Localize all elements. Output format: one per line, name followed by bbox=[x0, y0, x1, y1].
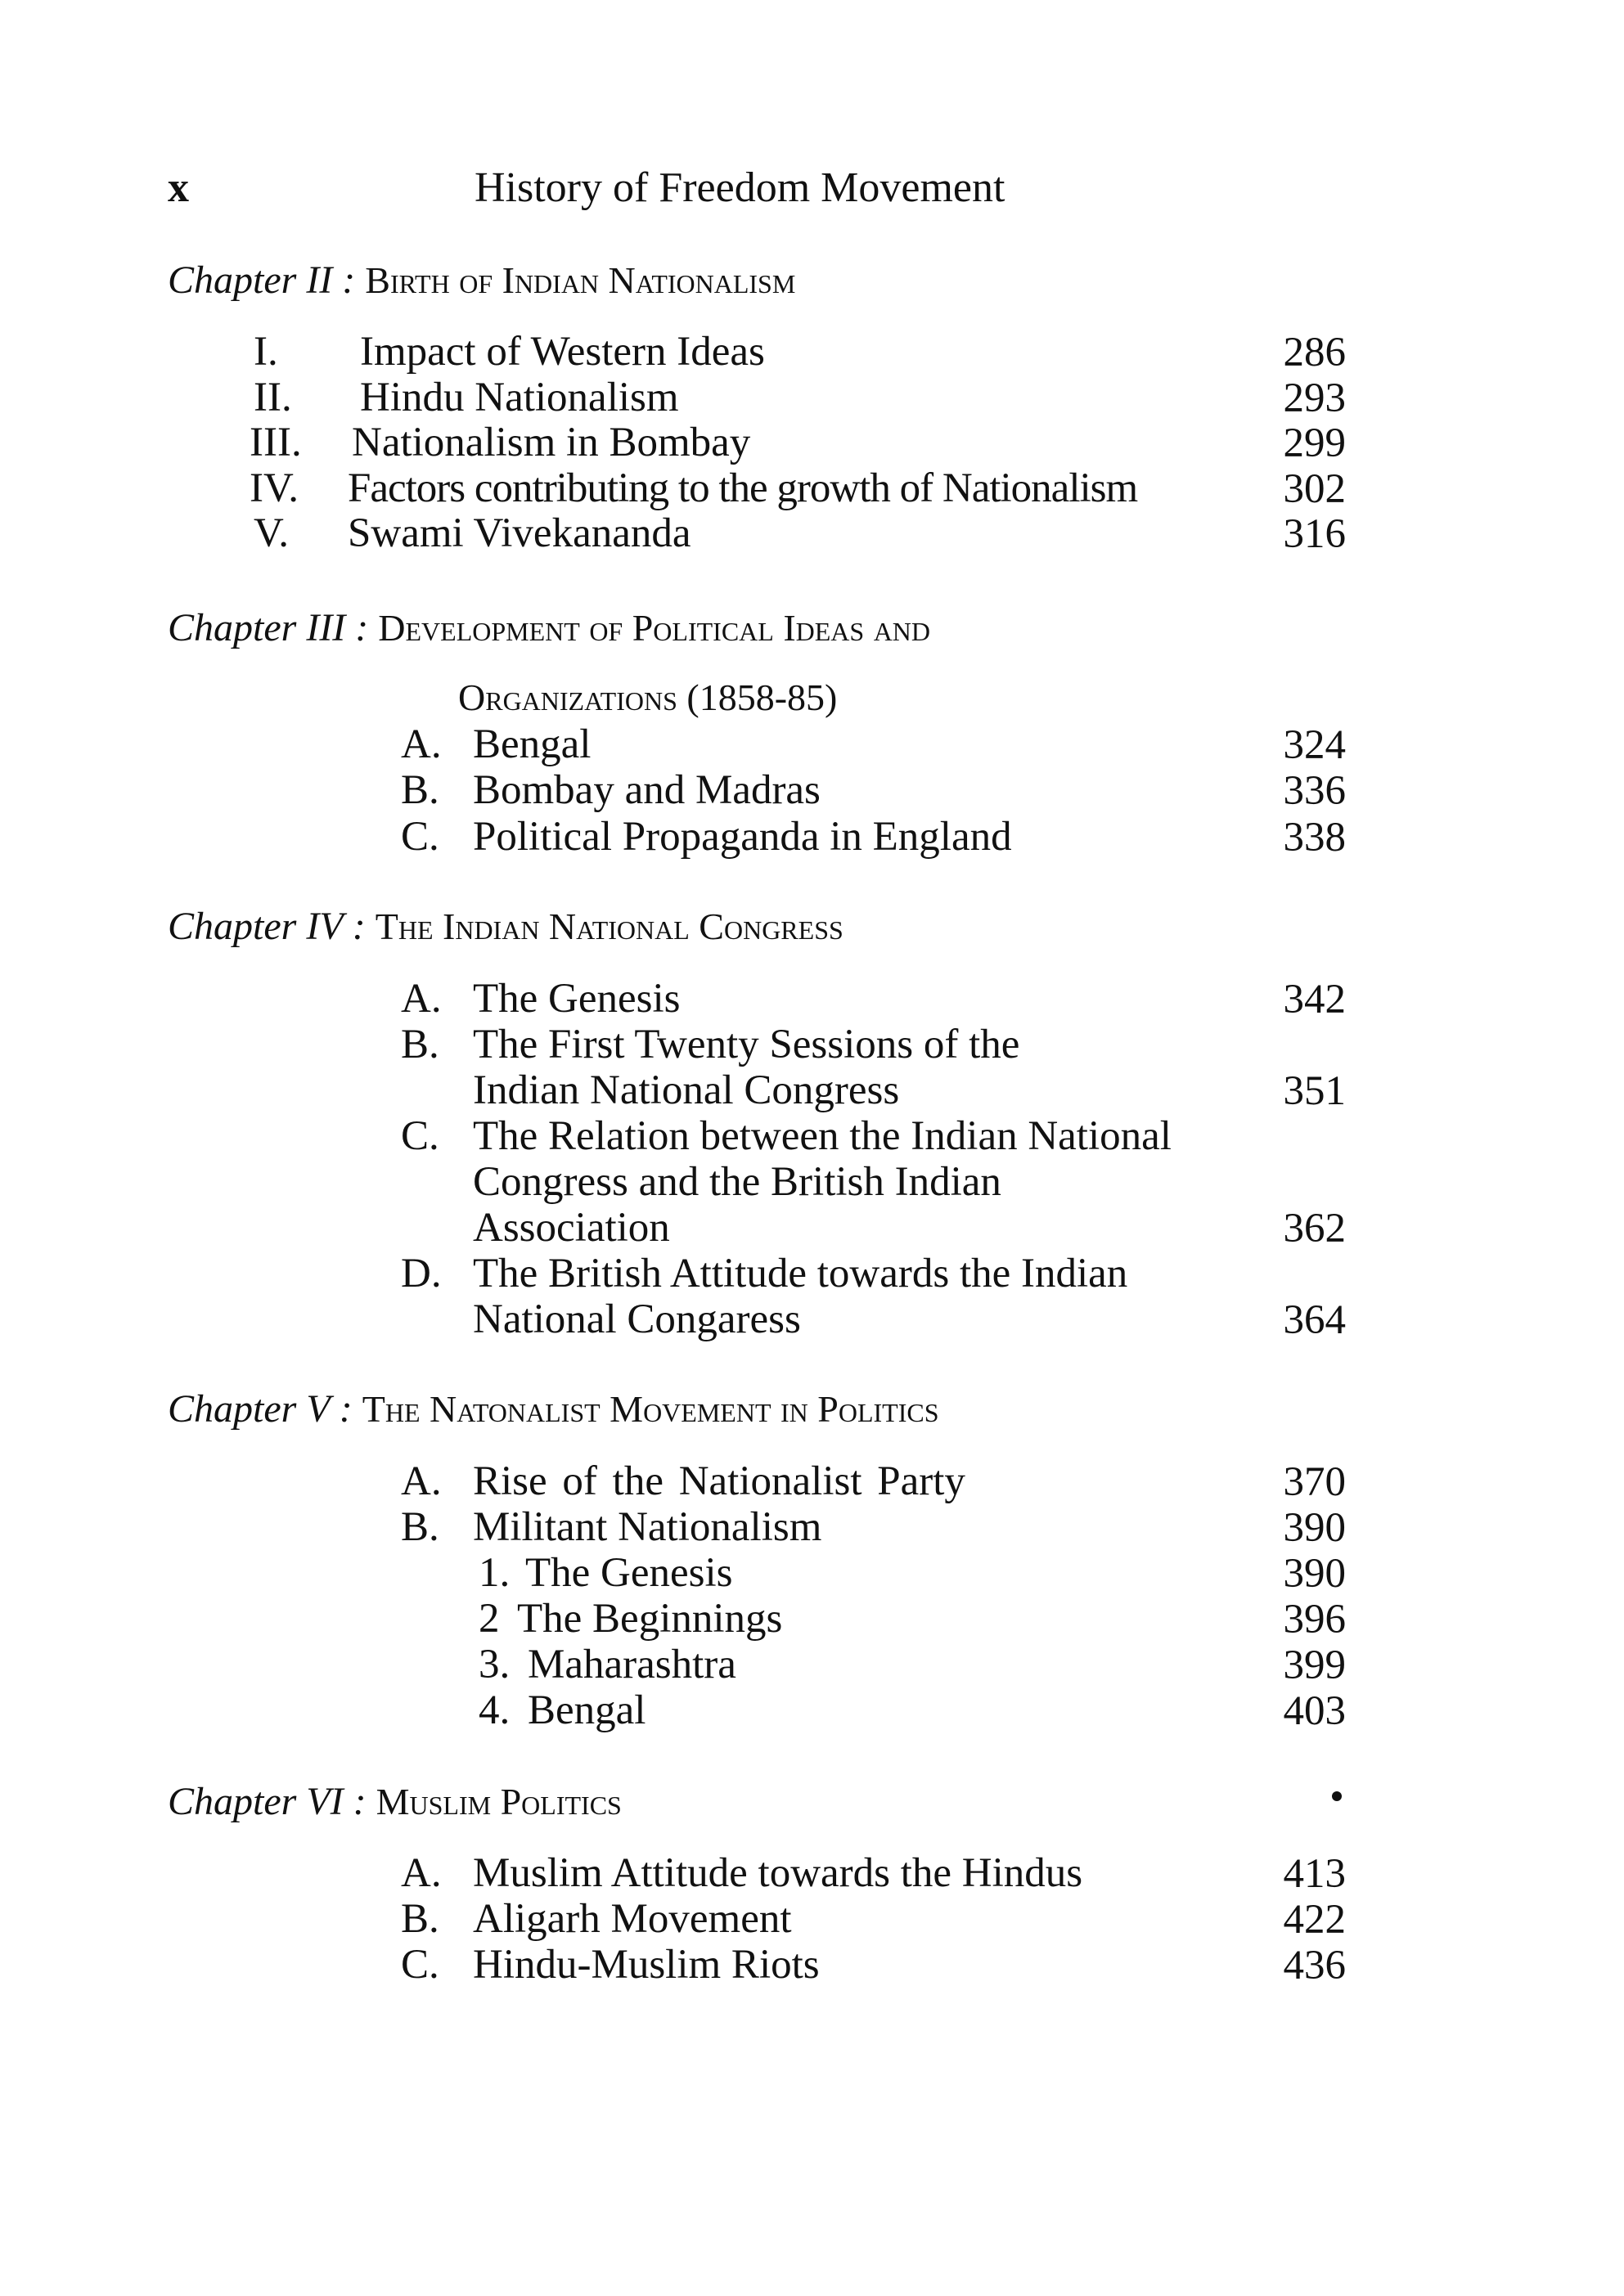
toc-entry-marker: IV. bbox=[250, 465, 299, 511]
toc-entry-page: 413 bbox=[1283, 1851, 1346, 1897]
toc-entry-marker: B. bbox=[401, 767, 439, 813]
toc-entry-text: Muslim Attitude towards the Hindus bbox=[473, 1850, 1083, 1896]
toc-entry-text-line: National Congaress bbox=[473, 1296, 801, 1342]
chapter-label: Chapter IV : bbox=[168, 905, 366, 948]
chapter-title-continued bbox=[458, 675, 837, 720]
toc-entry-marker: A. bbox=[401, 721, 442, 767]
toc-entry-marker: 4. bbox=[479, 1687, 511, 1733]
toc-entry-text: The Genesis bbox=[525, 1550, 733, 1596]
toc-entry-marker: C. bbox=[401, 1113, 439, 1159]
toc-entry-page: 336 bbox=[1283, 768, 1346, 814]
toc-entry-text: Factors contributing to the growth of Nationalism bbox=[348, 465, 1138, 511]
toc-entry-text: The Beginnings bbox=[517, 1596, 783, 1642]
toc-entry-page: 286 bbox=[1283, 330, 1346, 375]
chapter-heading bbox=[168, 605, 930, 650]
toc-entry-page: 293 bbox=[1283, 375, 1346, 421]
toc-entry-marker: III. bbox=[250, 420, 302, 465]
toc-entry-text: Hindu Nationalism bbox=[360, 375, 679, 420]
running-head: History of Freedom Movement bbox=[475, 164, 1005, 211]
toc-entry-marker: D. bbox=[401, 1251, 442, 1296]
toc-entry-page: 299 bbox=[1283, 420, 1346, 466]
chapter-title-line2: Organizations (1858-85) bbox=[458, 676, 838, 718]
toc-entry-page: 422 bbox=[1283, 1897, 1346, 1943]
chapter-heading bbox=[168, 1386, 939, 1431]
chapter-label: Chapter II : bbox=[168, 258, 356, 302]
toc-entry-text: Maharashtra bbox=[528, 1642, 736, 1687]
toc-entry-text: Bengal bbox=[528, 1687, 646, 1733]
toc-entry-marker: B. bbox=[401, 1896, 439, 1942]
toc-entry-page: 302 bbox=[1283, 466, 1346, 512]
chapter-title: The Natonalist Movement in Politics bbox=[362, 1388, 939, 1430]
toc-entry-text-line: Congress and the British Indian bbox=[473, 1159, 1001, 1205]
page-number: x bbox=[168, 164, 189, 211]
chapter-title: The Indian National Congress bbox=[375, 905, 843, 947]
chapter-label: Chapter VI : bbox=[168, 1780, 367, 1823]
toc-entry-text: Hindu-Muslim Riots bbox=[473, 1942, 820, 1988]
chapter-heading bbox=[168, 904, 843, 949]
toc-entry-text: Swami Vivekananda bbox=[348, 510, 691, 556]
toc-entry-text: Bengal bbox=[473, 721, 592, 767]
toc-entry-text: Rise of the Nationalist Party bbox=[473, 1458, 965, 1504]
toc-entry-marker: A. bbox=[401, 976, 442, 1022]
toc-entry-text-line: The Relation between the Indian National bbox=[473, 1113, 1172, 1159]
toc-entry-text-line: The First Twenty Sessions of the bbox=[473, 1022, 1020, 1067]
toc-entry-page: 342 bbox=[1283, 977, 1346, 1022]
chapter-label: Chapter V : bbox=[168, 1387, 353, 1431]
toc-entry-page: 351 bbox=[1283, 1068, 1346, 1114]
toc-entry-marker: 2 bbox=[479, 1596, 500, 1642]
toc-entry-marker: A. bbox=[401, 1458, 442, 1504]
toc-entry-text-line: Indian National Congress bbox=[473, 1067, 900, 1113]
toc-entry-page: 390 bbox=[1283, 1505, 1346, 1551]
toc-entry-marker: V. bbox=[254, 510, 290, 556]
toc-entry-text-line: The British Attitude towards the Indian bbox=[473, 1251, 1128, 1296]
toc-entry-marker: B. bbox=[401, 1504, 439, 1550]
toc-entry-page: 324 bbox=[1283, 722, 1346, 768]
toc-entry-text: Nationalism in Bombay bbox=[352, 420, 751, 465]
toc-entry-text-line: Association bbox=[473, 1205, 670, 1251]
toc-entry-text: Impact of Western Ideas bbox=[360, 329, 765, 375]
chapter-title: Birth of Indian Nationalism bbox=[365, 259, 796, 301]
toc-entry-marker: C. bbox=[401, 1942, 439, 1988]
toc-entry-page: 396 bbox=[1283, 1597, 1346, 1642]
toc-entry-text: The Genesis bbox=[473, 976, 681, 1022]
toc-entry-text: Bombay and Madras bbox=[473, 767, 821, 813]
toc-entry-page: 362 bbox=[1283, 1206, 1346, 1251]
chapter-heading bbox=[168, 258, 795, 303]
toc-entry-marker: C. bbox=[401, 814, 439, 860]
toc-entry-text: Political Propaganda in England bbox=[473, 814, 1012, 860]
toc-entry-marker: B. bbox=[401, 1022, 439, 1067]
chapter-title: Muslim Politics bbox=[376, 1781, 622, 1822]
bullet-mark bbox=[1332, 1791, 1342, 1801]
chapter-label: Chapter III : bbox=[168, 606, 369, 649]
toc-entry-marker: I. bbox=[254, 329, 278, 375]
toc-entry-page: 338 bbox=[1283, 815, 1346, 860]
toc-entry-page: 364 bbox=[1283, 1297, 1346, 1343]
chapter-title: Development of Political Ideas and bbox=[378, 607, 931, 649]
toc-entry-page: 436 bbox=[1283, 1943, 1346, 1988]
toc-entry-page: 399 bbox=[1283, 1642, 1346, 1688]
toc-entry-page: 316 bbox=[1283, 511, 1346, 557]
chapter-heading bbox=[168, 1779, 622, 1824]
toc-entry-page: 390 bbox=[1283, 1551, 1346, 1597]
toc-entry-page: 403 bbox=[1283, 1688, 1346, 1734]
toc-entry-page: 370 bbox=[1283, 1459, 1346, 1505]
toc-entry-marker: 3. bbox=[479, 1642, 511, 1687]
toc-entry-marker: 1. bbox=[479, 1550, 511, 1596]
toc-entry-marker: A. bbox=[401, 1850, 442, 1896]
toc-entry-text: Militant Nationalism bbox=[473, 1504, 822, 1550]
toc-entry-marker: II. bbox=[254, 375, 292, 420]
toc-entry-text: Aligarh Movement bbox=[473, 1896, 792, 1942]
